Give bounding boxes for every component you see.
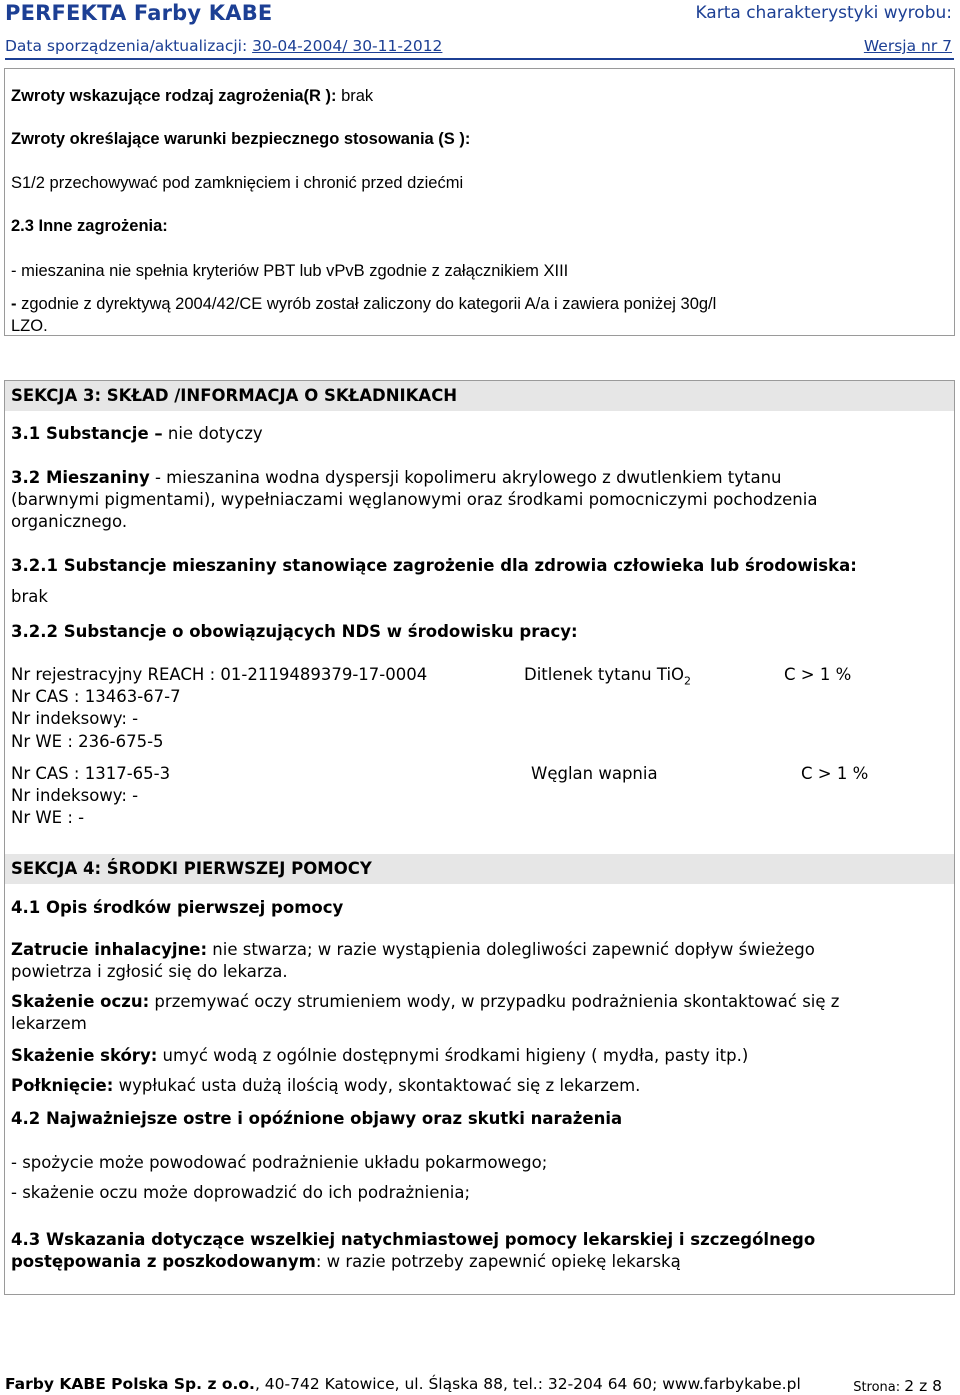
other-hazards-line-3: LZO. — [11, 317, 48, 335]
comp1-reach: Nr rejestracyjny REACH : 01-2119489379-17-0004 — [11, 665, 428, 684]
eye-contact-label: Skażenie oczu: — [11, 992, 150, 1011]
symptom-2: - skażenie oczu może doprowadzić do ich podrażnienia; — [11, 1183, 471, 1202]
comp1-we: Nr WE : 236-675-5 — [11, 732, 164, 751]
other-hazards-line-1: - mieszanina nie spełnia kryteriów PBT lub vPvB zgodnie z załącznikiem XIII — [11, 262, 569, 280]
ingestion-text: wypłukać usta dużą ilością wody, skontaktować się z lekarzem. — [113, 1076, 641, 1095]
r-phrases-label: Zwroty wskazujące rodzaj zagrożenia(R ): — [11, 87, 337, 105]
eye-contact-line-2: lekarzem — [11, 1014, 87, 1033]
mixtures-line-2: (barwnymi pigmentami), wypełniaczami węglanowymi oraz środkami pomocniczymi pochodzenia — [11, 490, 818, 509]
section-4-title: SEKCJA 4: ŚRODKI PIERWSZEJ POMOCY — [11, 859, 372, 878]
skin-contact-label: Skażenie skóry: — [11, 1046, 158, 1065]
ingestion — [11, 1075, 640, 1096]
date-value: 30-04-2004/ 30-11-2012 — [252, 37, 443, 55]
footer-address: , 40-742 Katowice, ul. Śląska 88, tel.: 32-204 64 60; www.farbykabe.pl — [254, 1375, 801, 1393]
comp2-index: Nr indeksowy: - — [11, 786, 139, 805]
medical-attention-line-1: 4.3 Wskazania dotyczące wszelkiej natychmiastowej pomocy lekarskiej i szczególnego — [11, 1230, 816, 1249]
footer-company-info — [5, 1375, 801, 1393]
ingestion-label: Połknięcie: — [11, 1076, 114, 1095]
date-label: Data sporządzenia/aktualizacji: — [5, 37, 253, 55]
page-value: 2 z 8 — [904, 1377, 942, 1395]
section-3-header — [5, 381, 954, 411]
comp2-concentration: C > 1 % — [801, 764, 869, 783]
comp1-name-text: Ditlenek tytanu TiO — [524, 665, 685, 684]
r-phrases-value: brak — [336, 87, 374, 105]
substances-label: 3.1 Substancje – — [11, 424, 163, 443]
dash: - — [11, 295, 22, 313]
company-name: PERFEKTA Farby KABE — [5, 1, 273, 25]
medical-attention-text: : w razie potrzeby zapewnić opiekę lekarską — [315, 1252, 681, 1271]
section-3-title: SEKCJA 3: SKŁAD /INFORMACJA O SKŁADNIKACH — [11, 386, 458, 405]
substances-value: nie dotyczy — [162, 424, 263, 443]
footer-company: Farby KABE Polska Sp. z o.o. — [5, 1375, 255, 1393]
medical-attention-label: postępowania z poszkodowanym — [11, 1252, 316, 1271]
hazardous-substances-title: 3.2.1 Substancje mieszaniny stanowiące zagrożenie dla zdrowia człowieka lub środowiska: — [11, 556, 857, 575]
page-header — [5, 0, 954, 60]
revision-date — [5, 37, 442, 55]
comp1-cas: Nr CAS : 13463-67-7 — [11, 687, 181, 706]
inhalation-line-2: powietrza i zgłosić się do lekarza. — [11, 962, 288, 981]
inhalation-text: nie stwarza; w razie wystąpienia dolegliwości zapewnić dopływ świeżego — [207, 940, 815, 959]
mixtures-label: 3.2 Mieszaniny — [11, 468, 150, 487]
s-phrase: S1/2 przechowywać pod zamknięciem i chronić przed dziećmi — [11, 174, 464, 192]
other-hazards-line-2 — [11, 294, 716, 315]
page-number — [853, 1377, 942, 1395]
inhalation-line-1 — [11, 939, 815, 960]
comp2-we: Nr WE : - — [11, 808, 85, 827]
comp1-index: Nr indeksowy: - — [11, 709, 139, 728]
comp2-cas: Nr CAS : 1317-65-3 — [11, 764, 171, 783]
mixtures-text: - mieszanina wodna dyspersji kopolimeru akrylowego z dwutlenkiem tytanu — [149, 468, 782, 487]
medical-attention-line-2 — [11, 1251, 681, 1272]
other-hazards-title: 2.3 Inne zagrożenia: — [11, 217, 168, 235]
comp1-name — [524, 664, 691, 691]
document-type: Karta charakterystyki wyrobu: — [695, 3, 952, 23]
nds-title: 3.2.2 Substancje o obowiązujących NDS w środowisku pracy: — [11, 622, 578, 641]
section-4-header — [5, 854, 954, 884]
comp2-name: Węglan wapnia — [531, 764, 658, 783]
symptoms-subtitle: 4.2 Najważniejsze ostre i opóźnione objawy oraz skutki narażenia — [11, 1109, 623, 1128]
skin-contact — [11, 1045, 748, 1066]
hazardous-substances-value: brak — [11, 587, 48, 606]
mixtures-line-1 — [11, 467, 782, 488]
comp1-concentration: C > 1 % — [784, 665, 852, 684]
substances — [11, 423, 263, 444]
r-phrases — [11, 86, 373, 107]
eye-contact-text: przemywać oczy strumieniem wody, w przypadku podrażnienia skontaktować się z — [149, 992, 840, 1011]
other-hazards-line-2-text: zgodnie z dyrektywą 2004/42/CE wyrób został zaliczony do kategorii A/a i zawiera poniżej 30g/l — [21, 295, 717, 313]
eye-contact-line-1 — [11, 991, 839, 1012]
mixtures-line-3: organicznego. — [11, 512, 128, 531]
comp1-subscript: 2 — [684, 674, 692, 688]
inhalation-label: Zatrucie inhalacyjne: — [11, 940, 208, 959]
page-label: Strona: — [853, 1380, 905, 1395]
skin-contact-text: umyć wodą z ogólnie dostępnymi środkami higieny ( mydła, pasty itp.) — [157, 1046, 749, 1065]
header-divider — [5, 58, 954, 60]
s-phrases-label: Zwroty określające warunki bezpiecznego stosowania (S ): — [11, 130, 471, 148]
version-number: Wersja nr 7 — [863, 37, 952, 55]
first-aid-subtitle: 4.1 Opis środków pierwszej pomocy — [11, 898, 344, 917]
symptom-1: - spożycie może powodować podrażnienie układu pokarmowego; — [11, 1153, 548, 1172]
